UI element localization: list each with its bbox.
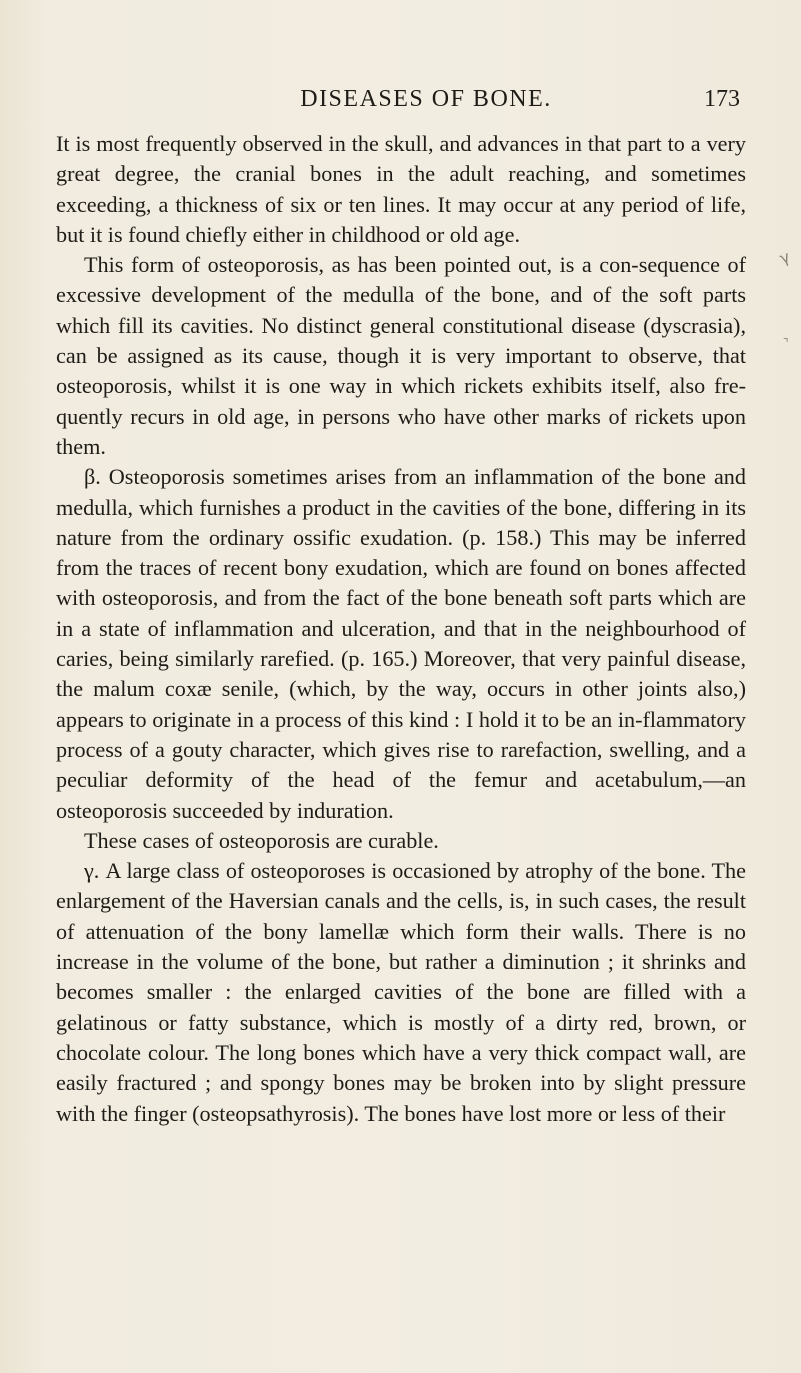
running-head: DISEASES OF BONE. <box>300 86 552 112</box>
margin-annotation-2: ⌝ <box>783 336 789 350</box>
body-text <box>56 129 746 1129</box>
margin-annotation-1: γ <box>777 246 793 269</box>
paragraph-2: This form of osteoporosis, as has been pointed out, is a con-sequence of excessive development of the medulla of the bone, and of the soft parts which fill its cavities. No distinct general constitutional disease (dyscrasia), can be assigned as its cause, though it is very important to observe, that osteoporosis, whilst it is one way in which rickets exhibits itself, also fre-quently recurs in old age, in persons who have other marks of rickets upon them. <box>56 252 746 459</box>
paragraph-3: β. Osteoporosis sometimes arises from an inflammation of the bone and medulla, which furnishes a product in the cavities of the bone, differing in its nature from the ordinary ossific exudation. (p. 158.) This may be inferred from the traces of recent bony exudation, which are found on bones affected with osteoporosis, and from the fact of the bone beneath soft parts which are in a state of inflammation and ulceration, and that in the neighbourhood of caries, being similarly rarefied. (p. 165.) Moreover, that very painful disease, the malum coxæ senile, (which, by the way, occurs in other joints also,) appears to originate in a process of this kind : I hold it to be an in-flammatory process of a gouty character, which gives rise to rarefaction, swelling, and a peculiar deformity of the head of the femur and acetabulum,—an osteoporosis succeeded by induration. <box>56 464 746 823</box>
paragraph-5: γ. A large class of osteoporoses is occasioned by atrophy of the bone. The enlargement of the Haversian canals and the cells, is, in such cases, the result of attenuation of the bony lamellæ which form their walls. There is no increase in the volume of the bone, but rather a diminution ; it shrinks and becomes smaller : the enlarged cavities of the bone are filled with a gelatinous or fatty substance, which is mostly of a dirty red, brown, or chocolate colour. The long bones which have a very thick compact wall, are easily fractured ; and spongy bones may be broken into by slight pressure with the finger (osteopsathyrosis). The bones have lost more or less of their <box>56 858 746 1126</box>
page-header <box>112 86 740 116</box>
paragraph-4: These cases of osteoporosis are curable. <box>84 827 439 853</box>
paragraph-1: It is most frequently observed in the skull, and advances in that part to a very great degree, the cranial bones in the adult reaching, and sometimes exceeding, a thickness of six or ten lines. It may occur at any period of life, but it is found chiefly either in childhood or old age. <box>56 131 746 247</box>
page-number: 173 <box>704 86 740 112</box>
